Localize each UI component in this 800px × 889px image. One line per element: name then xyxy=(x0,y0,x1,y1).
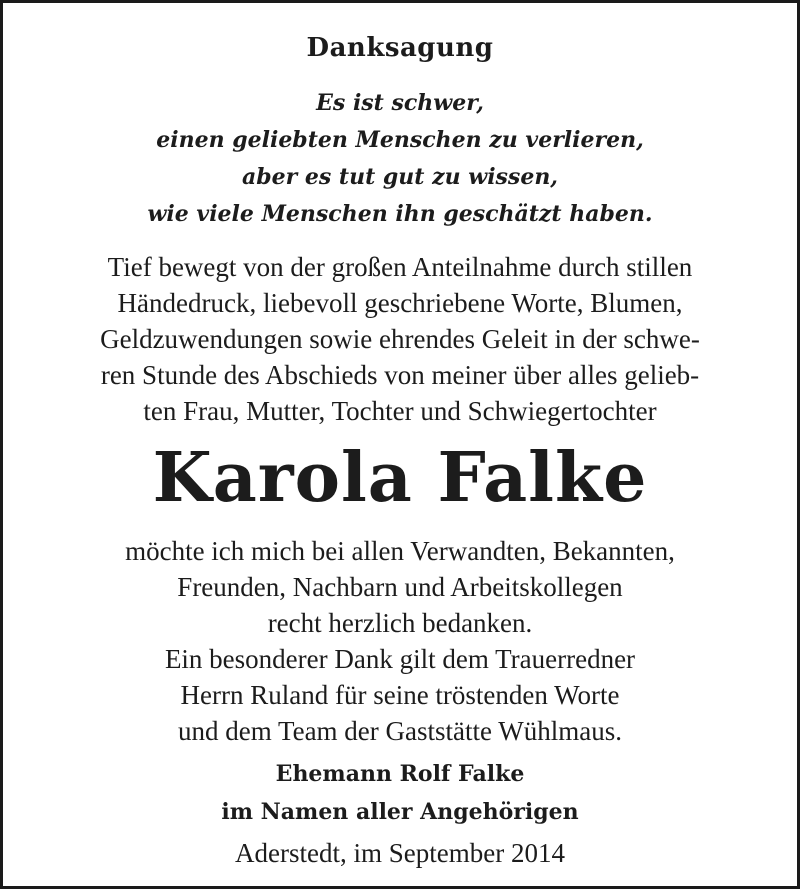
intro-line: Geldzuwendungen sowie ehrendes Geleit in der schwe- xyxy=(100,324,700,354)
signature-block xyxy=(3,755,797,831)
thanks-line: und dem Team der Gaststätte Wühlmaus. xyxy=(177,716,622,746)
place-and-date: Aderstedt, im September 2014 xyxy=(235,838,565,868)
motto-line: aber es tut gut zu wissen, xyxy=(242,164,558,190)
signature-line: Ehemann Rolf Falke xyxy=(275,761,525,787)
deceased-name: Karola Falke xyxy=(152,438,648,518)
motto-line: einen geliebten Menschen zu verlieren, xyxy=(156,127,644,153)
intro-paragraph xyxy=(3,249,797,429)
thanks-paragraph xyxy=(3,533,797,749)
motto-line: wie viele Menschen ihn geschätzt haben. xyxy=(147,201,653,227)
intro-line: ren Stunde des Abschieds von meiner über alles gelieb- xyxy=(100,360,700,390)
signature-line: im Namen aller Angehörigen xyxy=(221,799,579,825)
motto-line: Es ist schwer, xyxy=(316,90,484,116)
notice-title: Danksagung xyxy=(306,33,494,63)
thanks-line: Herrn Ruland für seine tröstenden Worte xyxy=(180,680,620,710)
intro-line: Händedruck, liebevoll geschriebene Worte, Blumen, xyxy=(117,288,683,318)
thanks-line: recht herzlich bedanken. xyxy=(267,608,533,638)
intro-line: ten Frau, Mutter, Tochter und Schwiegertochter xyxy=(143,396,657,426)
motto-quote xyxy=(3,85,797,233)
thanks-line: Freunden, Nachbarn und Arbeitskollegen xyxy=(177,572,623,602)
thanks-line: Ein besonderer Dank gilt dem Trauerredner xyxy=(164,644,636,674)
intro-line: Tief bewegt von der großen Anteilnahme durch stillen xyxy=(107,252,693,282)
thanks-line: möchte ich mich bei allen Verwandten, Bekannten, xyxy=(125,536,675,566)
